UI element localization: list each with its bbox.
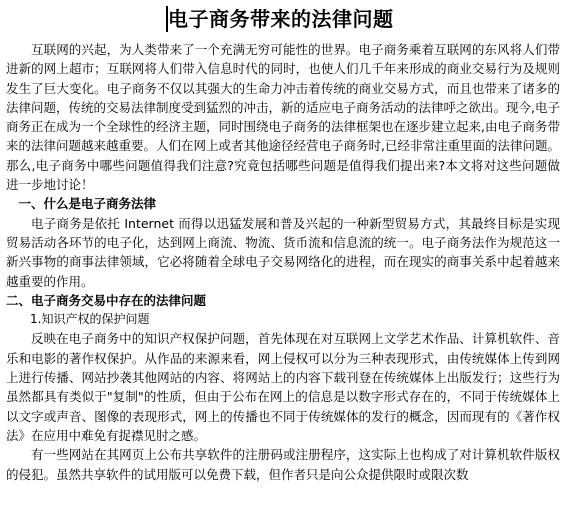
section-heading-2: 二、电子商务交易中存在的法律问题	[6, 292, 207, 308]
intro-paragraph: 互联网的兴起，为人类带来了一个充满无穷可能性的世界。电子商务乘着互联网的东风将人们带进新的网上超市；互联网将人们带入信息时代的同时，也使人们几千年来形成的商业交易行为及规则发生了巨大变化。电子商务不仅以其强大的生命力冲击着传统的商业交易方式，而且也带来了诸多的法律问题，传统的交易法律制度受到猛烈的冲击，新的适应电子商务活动的法律呼之欲出。现今,电子商务正在成为一个全球性的经济主题，同时围绕电子商务的法律框架也在逐步建立起来,由电子商务带来的法律问题越来越重要。人们在网上或者其他途径经营电子商务时,已经非常注重里面的法律问题。那么,电子商务中哪些问题值得我们注意?究竟包括哪些问题是值得我们提出来?本文将对这些问题做进一步地讨论！	[6, 42, 560, 193]
document-body	[6, 40, 560, 484]
section-2-paragraph-2: 有一些网站在其网页上公布共享软件的注册码或注册程序，这实际上也构成了对计算机软件版权的侵犯。虽然共享软件的试用版可以免费下载，但作者只是向公众提供限时或限次数	[6, 447, 560, 482]
document-title: 电子商务带来的法律问题	[168, 7, 394, 31]
section-2-paragraph-1: 反映在电子商务中的知识产权保护问题，首先体现在对互联网上文学艺术作品、计算机软件、音乐和电影的著作权保护。从作品的来源来看，网上侵权可以分为三种表现形式，由传统媒体上传到网上进行传播、网站抄袭其他网站的内容、将网站上的内容下载刊登在传统媒体上出版发行；这些行为虽然都具有类似于"复制"的性质，但由于公布在网上的信息是以数字形式存在的，不同于传统媒体上以文字或声音、图像的表现形式，网上的传播也不同于传统媒体的发行的概念，因而现有的《著作权法》在应用中难免有捉襟见肘之感。	[6, 331, 560, 443]
section-1-paragraph: 电子商务是依托 Internet 而得以迅猛发展和普及兴起的一种新型贸易方式，其最终目标是实现贸易活动各环节的电子化，达到网上商流、物流、货币流和信息流的统一。电子商务法作为规范这一新兴事物的商事法律领域，它必将随着全球电子交易网络化的进程，而在现实的商事关系中起着越来越重要的作用。	[6, 215, 560, 289]
subsection-heading-1: 1.知识产权的保护问题	[30, 312, 150, 327]
section-heading-1: 一、什么是电子商务法律	[18, 196, 157, 212]
